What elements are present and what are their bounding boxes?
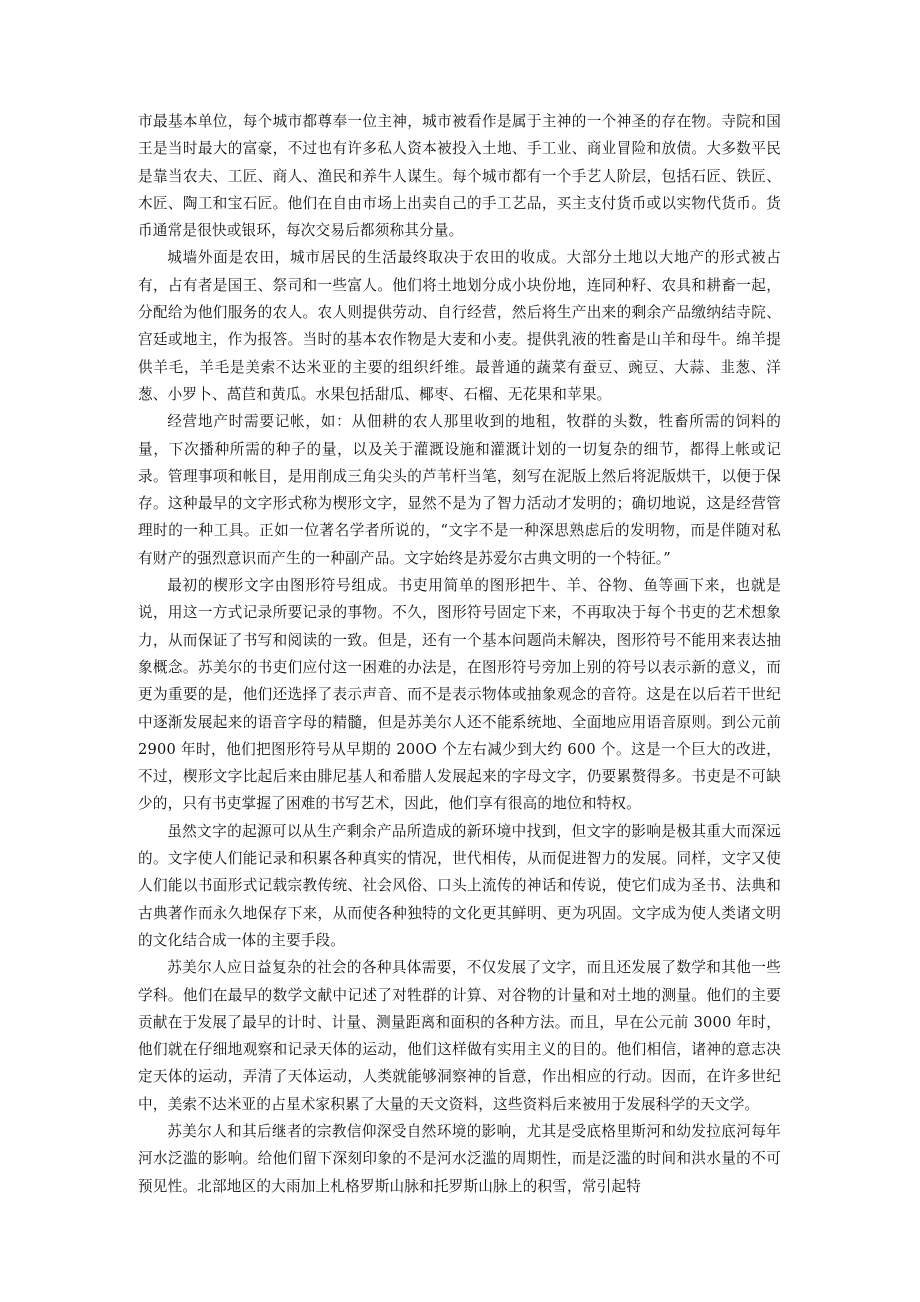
paragraph-3: 经营地产时需要记帐，如：从佃耕的农人那里收到的地租，牧群的头数，牲畜所需的饲料的量，下次播种所需的种子的量，以及关于灌溉设施和灌溉计划的一切复杂的细节，都得上帐或记录。管理事项和帐目，是用削成三角尖头的芦苇杆当笔，刻写在泥版上然后将泥版烘干，以便于保存。这种最早的文字形式称为楔形文字，显然不是为了智力活动才发明的；确切地说，这是经营管理时的一种工具。正如一位著名学者所说的，“文字不是一种深思熟虑后的发明物，而是伴随对私有财产的强烈意识而产生的一种副产品。文字始终是苏爱尔古典文明的一个特征。” <box>138 413 781 567</box>
paragraph-7: 苏美尔人和其后继者的宗教信仰深受自然环境的影响，尤其是受底格里斯河和幼发拉底河每年河水泛滥的影响。给他们留下深刻印象的不是河水泛滥的周期性，而是泛滥的时间和洪水量的不可预见性。北部地区的大雨加上札格罗斯山脉和托罗斯山脉上的积雪，常引起特 <box>138 1122 781 1195</box>
paragraph-6: 苏美尔人应日益复杂的社会的各种具体需要，不仅发展了文字，而且还发展了数学和其他一些学科。他们在最早的数学文献中记述了对牲群的计算、对谷物的计量和对土地的测量。他们的主要贡献在于发展了最早的计时、计量、测量距离和面积的各种方法。而且，早在公元前 3000 年时，他们就在仔细地观察和记录天体的运动，他们这样做有实用主义的目的。他们相信，诸神的意志决定天体的运动，弄清了天体运动，人类就能够洞察神的旨意，作出相应的行动。因而，在许多世纪中，美索不达米亚的占星术家积累了大量的天文资料，这些资料后来被用于发展科学的天文学。 <box>138 959 781 1113</box>
paragraph-4: 最初的楔形文字由图形符号组成。书吏用简单的图形把牛、羊、谷物、鱼等画下来，也就是说，用这一方式记录所要记录的事物。不久，图形符号固定下来，不再取决于每个书吏的艺术想象力，从而保证了书写和阅读的一致。但是，还有一个基本问题尚未解决，图形符号不能用来表达抽象概念。苏美尔的书吏们应付这一困难的办法是，在图形符号旁加上别的符号以表示新的意义，而更为重要的是，他们还选择了表示声音、而不是表示物体或抽象观念的音符。这是在以后若干世纪中逐渐发展起来的语音字母的精髓，但是苏美尔人还不能系统地、全面地应用语音原则。到公元前 2900 年时，他们把图形符号从早期的 200O 个左右减少到大约 600 个。这是一个巨大的改进，不过，楔形文字比起后来由腓尼基人和希腊人发展起来的字母文字，仍要累赘得多。书吏是不可缺少的，只有书吏掌握了困难的书写艺术，因此，他们享有很高的地位和特权。 <box>138 577 781 813</box>
paragraph-2: 城墙外面是农田，城市居民的生活最终取决于农田的收成。大部分土地以大地产的形式被占有，占有者是国王、祭司和一些富人。他们将土地划分成小块份地，连同种籽、农具和耕畜一起，分配给为他们服务的农人。农人则提供劳动、自行经营，然后将生产出来的剩余产品缴纳结寺院、宫廷或地主，作为报答。当时的基本农作物是大麦和小麦。提供乳液的牲畜是山羊和母牛。绵羊提供羊毛，羊毛是美索不达米亚的主要的组织纤维。最普通的蔬菜有蚕豆、豌豆、大蒜、韭葱、洋葱、小罗卜、萵苣和黄瓜。水果包括甜瓜、椰枣、石榴、无花果和苹果。 <box>138 249 781 403</box>
paragraph-5: 虽然文字的起源可以从生产剩余产品所造成的新环境中找到，但文字的影响是极其重大而深远的。文字使人们能记录和积累各种真实的情况，世代相传，从而促进智力的发展。同样，文字又使人们能以书面形式记载宗教传统、社会风俗、口头上流传的神话和传说，使它们成为圣书、法典和古典著作而永久地保存下来，从而使各种独特的文化更其鲜明、更为巩固。文字成为使人类诸文明的文化结合成一体的主要手段。 <box>138 822 781 949</box>
document-page <box>138 108 781 1200</box>
paragraph-1: 市最基本单位，每个城市都尊奉一位主神，城市被看作是属于主神的一个神圣的存在物。寺院和国王是当时最大的富豪，不过也有许多私人资本被投入土地、手工业、商业冒险和放债。大多数平民是靠当农夫、工匠、商人、渔民和养牛人谋生。每个城市都有一个手艺人阶层，包括石匠、铁匠、木匠、陶工和宝石匠。他们在自由市场上出卖自己的手工艺品，买主支付货币或以实物代货币。货币通常是很快或银环，每次交易后都须称其分量。 <box>138 113 781 240</box>
